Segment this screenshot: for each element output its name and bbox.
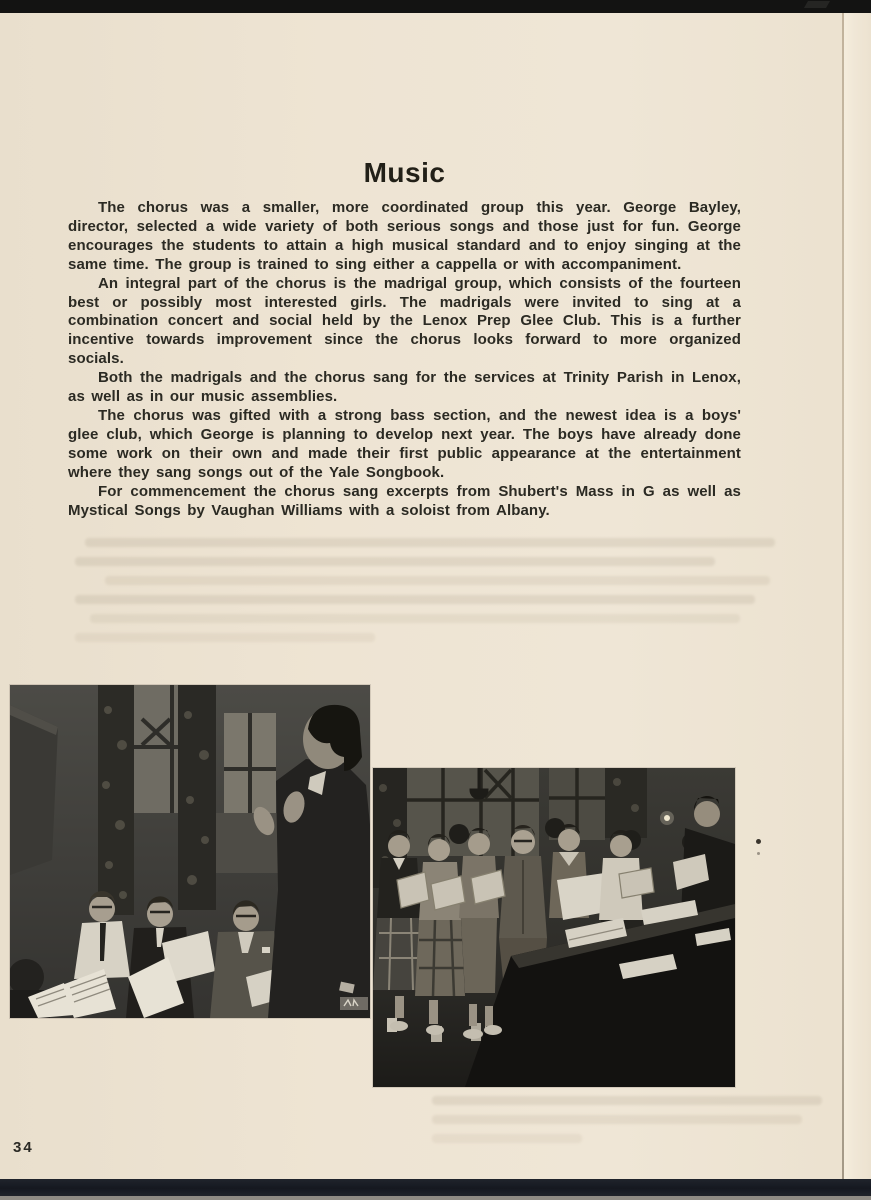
paragraph-1: The chorus was a smaller, more coordinated group this year. George Bayley, director, selected a wide variety of both serious songs and those just for fun. George encourages the students to attain a high musical standard and to enjoy singing at the same time. The group is trained to sing either a cappella or with accompaniment. — [68, 199, 741, 273]
paragraph-3: Both the madrigals and the chorus sang for the services at Trinity Parish in Lenox, as well as in our music assemblies. — [68, 369, 741, 406]
photo-right-illustration — [373, 768, 735, 1087]
paragraph-2: An integral part of the chorus is the madrigal group, which consists of the fourteen best or possibly most interested girls. The madrigals were invited to sing at a combination concert and social held by the Lenox Prep Glee Club. This is a further incentive towards improvement since the chorus looks forward to more organized socials. — [68, 274, 741, 368]
scan-corner-mark — [804, 1, 830, 8]
ink-speck-small — [757, 852, 760, 855]
paragraph-4: The chorus was gifted with a strong bass section, and the newest idea is a boys' glee club, which George is planning to develop next year. The boys have already done some work on their own and made their first public appearance at the entertainment where they sang songs out of the Yale Songbook. — [68, 406, 741, 481]
photo-chorus-rehearsal — [10, 685, 370, 1018]
scan-edge-bottom — [0, 1179, 871, 1196]
page-crease — [842, 13, 844, 1179]
photo-left-illustration — [10, 685, 370, 1018]
paragraph-5: For commencement the chorus sang excerpts from Shubert's Mass in G as well as Mystical Songs by Vaughan Williams with a soloist from Albany. — [68, 482, 741, 519]
ink-speck — [756, 839, 761, 844]
body-text — [68, 199, 741, 520]
photo-madrigals-singing — [373, 768, 735, 1087]
page-number: 34 — [13, 1139, 34, 1156]
bleed-through-text-bottom — [432, 1096, 832, 1153]
bleed-through-text — [75, 538, 780, 652]
page-edge-strip — [844, 13, 871, 1179]
scan-edge-top — [0, 0, 871, 13]
page-title: Music — [363, 156, 446, 188]
